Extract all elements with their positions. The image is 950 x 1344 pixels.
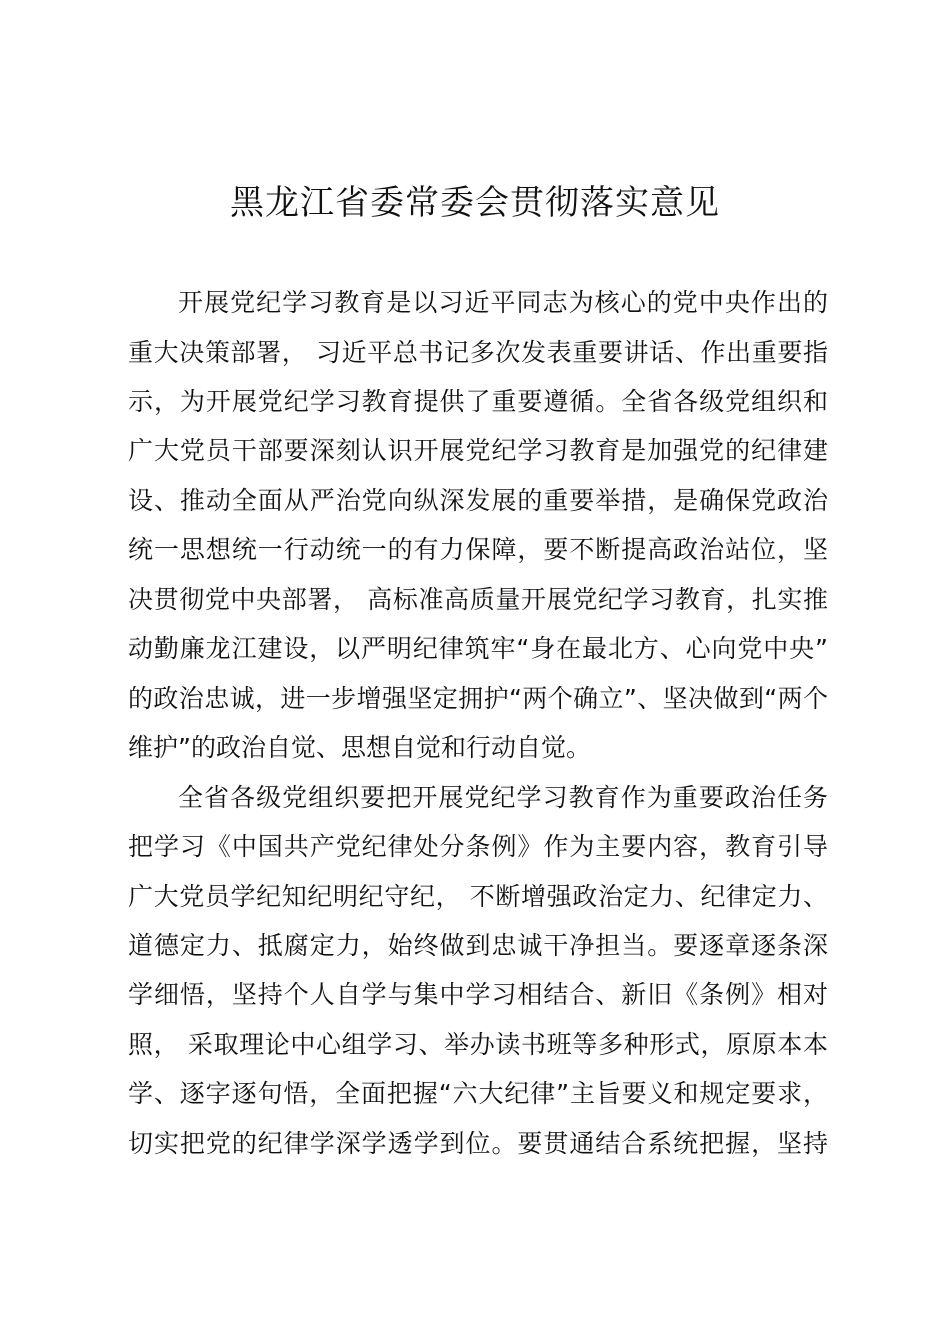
paragraph-1-line: 维护”的政治自觉、思想自觉和行动自觉。 <box>128 733 591 762</box>
paragraph-1-line: 的政治忠诚，进一步增强坚定拥护“两个确立”、坚决做到“两个 <box>128 684 828 713</box>
paragraph-2-line: 广大党员学纪知纪明纪守纪， 不断增强政治定力、纪律定力、 <box>128 882 828 911</box>
paragraph-1-line: 开展党纪学习教育是以习近平同志为核心的党中央作出的 <box>178 288 828 317</box>
paragraph-2-line: 道德定力、抵腐定力，始终做到忠诚干净担当。要逐章逐条深 <box>128 931 828 960</box>
paragraph-2-line: 学细悟，坚持个人自学与集中学习相结合、新旧《条例》相对 <box>128 980 828 1009</box>
paragraph-2-line: 照， 采取理论中心组学习、举办读书班等多种形式，原原本本 <box>128 1030 828 1059</box>
paragraph-2-line: 学、逐字逐句悟，全面把握“六大纪律”主旨要义和规定要求， <box>128 1079 828 1108</box>
paragraph-1-line: 统一思想统一行动统一的有力保障，要不断提高政治站位，坚 <box>128 535 828 564</box>
paragraph-1-line: 示，为开展党纪学习教育提供了重要遵循。全省各级党组织和 <box>128 387 828 416</box>
paragraph-2-line: 把学习《中国共产党纪律处分条例》作为主要内容，教育引导 <box>128 832 828 861</box>
document-title: 黑龙江省委常委会贯彻落实意见 <box>230 183 720 223</box>
paragraph-1-line: 决贯彻党中央部署， 高标准高质量开展党纪学习教育，扎实推 <box>128 585 828 614</box>
paragraph-1-line: 设、推动全面从严治党向纵深发展的重要举措，是确保党政治 <box>128 486 828 515</box>
paragraph-2-line: 切实把党的纪律学深学透学到位。要贯通结合系统把握，坚持 <box>128 1129 828 1158</box>
paragraph-1-line: 广大党员干部要深刻认识开展党纪学习教育是加强党的纪律建 <box>128 436 828 465</box>
paragraph-1-line: 重大决策部署， 习近平总书记多次发表重要讲话、作出重要指 <box>128 338 828 367</box>
paragraph-2-line: 全省各级党组织要把开展党纪学习教育作为重要政治任务 <box>178 783 828 812</box>
paragraph-1-line: 动勤廉龙江建设，以严明纪律筑牢“身在最北方、心向党中央” <box>128 634 828 663</box>
